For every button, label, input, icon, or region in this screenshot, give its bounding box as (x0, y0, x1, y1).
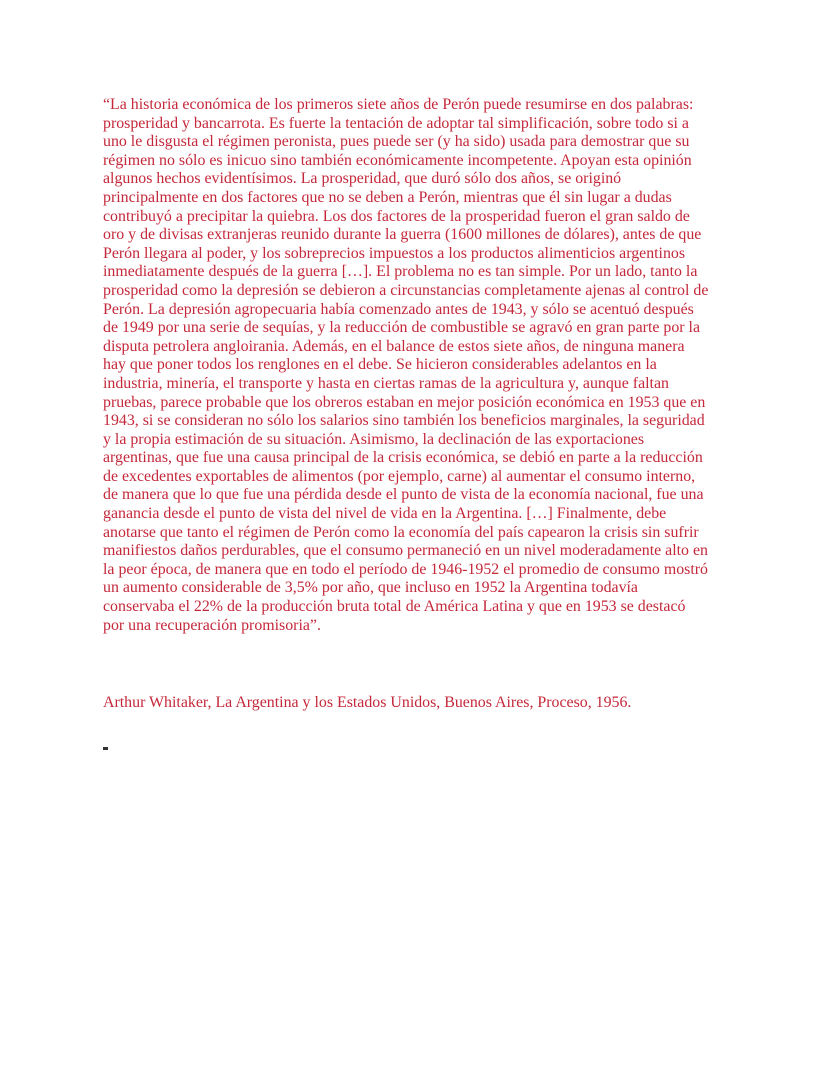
quote-paragraph (103, 96, 728, 635)
quote-line: y la propia estimación de su situación. Asimismo, la declinación de las exportaciones (103, 430, 645, 448)
quote-line: algunos hechos evidentísimos. La prosperidad, que duró sólo dos años, se originó (103, 170, 622, 188)
quote-line: un aumento considerable de 3,5% por año, que incluso en 1952 la Argentina todavía (103, 579, 638, 597)
quote-line: régimen no sólo es inicuo sino también económicamente incompetente. Apoyan esta opinión (103, 151, 692, 169)
quote-line: de manera que lo que fue una pérdida desde el punto de vista de la economía nacional, fue una (103, 486, 704, 504)
quote-line: Perón llegara al poder, y los sobreprecios impuestos a los productos alimenticios argentinos (103, 244, 686, 262)
quote-line: disputa petrolera angloirania. Además, en el balance de estos siete años, de ninguna manera (103, 337, 685, 355)
quote-line: ganancia desde el punto de vista del nivel de vida en la Argentina. […] Finalmente, debe (103, 505, 667, 523)
quote-line: de 1949 por una serie de sequías, y la reducción de combustible se agravó en gran parte por la (103, 319, 701, 337)
quote-line: anotarse que tanto el régimen de Perón como la economía del país capearon la crisis sin sufrir (103, 523, 699, 541)
quote-line: uno le disgusta el régimen peronista, pues puede ser (y ha sido) usada para demostrar que su (103, 133, 690, 151)
quote-line: contribuyó a precipitar la quiebra. Los dos factores de la prosperidad fueron el gran saldo de (103, 207, 690, 225)
quote-line: conservaba el 22% de la producción bruta total de América Latina y que en 1953 se destacó (103, 598, 686, 616)
quote-line: pruebas, parece probable que los obreros estaban en mejor posición económica en 1953 que en (103, 393, 706, 411)
quote-line: oro y de divisas extranjeras reunido durante la guerra (1600 millones de dólares), antes de que (103, 226, 702, 244)
quote-line: hay que poner todos los renglones en el debe. Se hicieron considerables adelantos en la (103, 356, 657, 374)
quote-line: “La historia económica de los primeros siete años de Perón puede resumirse en dos palabras: (103, 96, 694, 113)
quote-line: Perón. La depresión agropecuaria había comenzado antes de 1943, y sólo se acentuó después (103, 300, 694, 318)
document-page (103, 96, 728, 711)
quote-line: principalmente en dos factores que no se deben a Perón, mientras que él sin lugar a dudas (103, 188, 672, 206)
quote-line: 1943, si se consideran no sólo los salarios sino también los beneficios marginales, la seguridad (103, 412, 705, 430)
quote-line: por una recuperación promisoria”. (103, 616, 321, 634)
quote-line: prosperidad como la depresión se debieron a circunstancias completamente ajenas al control de (103, 281, 709, 299)
quote-line: industria, minería, el transporte y hasta en ciertas ramas de la agricultura y, aunque faltan (103, 374, 669, 392)
quote-line: manifiestos daños perdurables, que el consumo permaneció en un nivel moderadamente alto en (103, 542, 708, 560)
quote-line: argentinas, que fue una causa principal de la crisis económica, se debió en parte a la reducción (103, 449, 703, 467)
paragraph-marker (103, 747, 108, 750)
quote-line: la peor época, de manera que en todo el período de 1946-1952 el promedio de consumo mostró (103, 560, 708, 578)
quote-line: prosperidad y bancarrota. Es fuerte la tentación de adoptar tal simplificación, sobre todo si a (103, 114, 689, 132)
quote-line: inmediatamente después de la guerra […]. El problema no es tan simple. Por un lado, tanto la (103, 263, 698, 281)
quote-line: de excedentes exportables de alimentos (por ejemplo, carne) al aumentar el consumo interno, (103, 467, 696, 485)
citation: Arthur Whitaker, La Argentina y los Estados Unidos, Buenos Aires, Proceso, 1956. (103, 694, 632, 711)
